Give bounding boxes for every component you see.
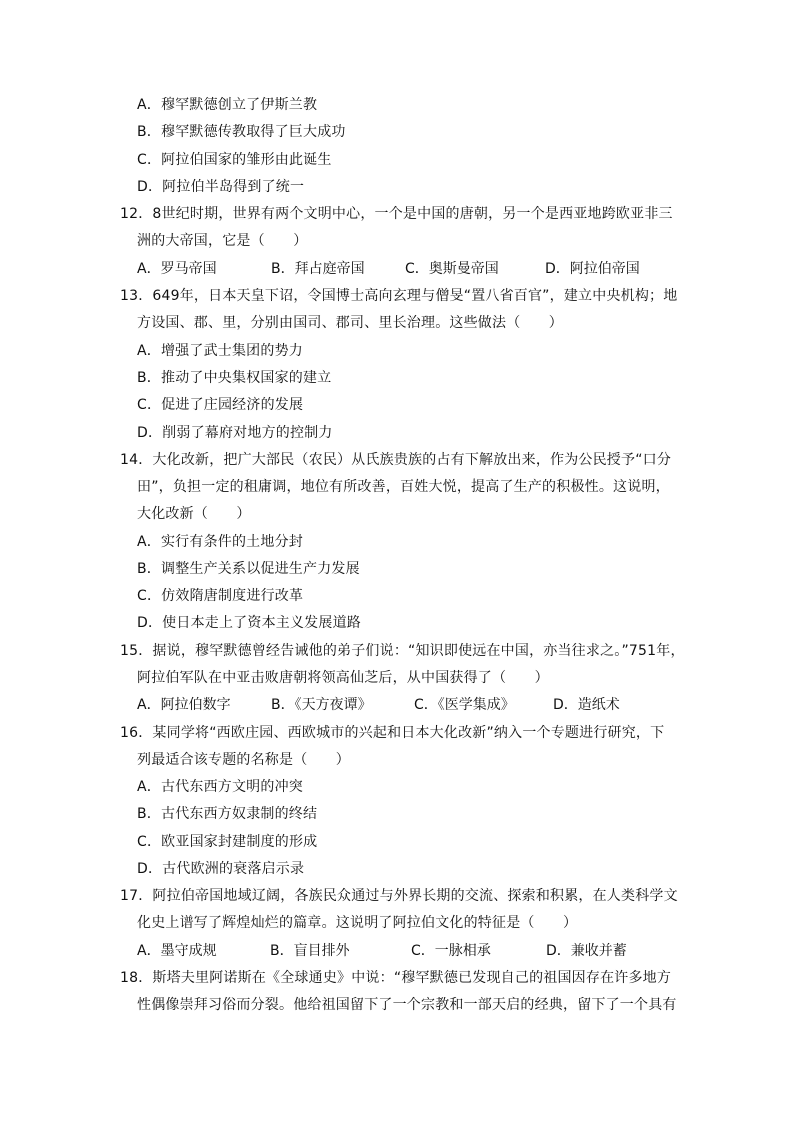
q14-stem-line1: 14．大化改新，把广大部民（农民）从氏族贵族的占有下解放出来，作为公民授予“口分: [120, 452, 672, 468]
q14-option-a: A．实行有条件的土地分封: [137, 534, 303, 550]
q12-stem-line2: 洲的大帝国，它是（ ）: [137, 233, 308, 249]
q14-stem-line3: 大化改新（ ）: [137, 506, 251, 522]
q17-option-c: C．一脉相承: [411, 943, 491, 959]
q17-stem-line1: 17．阿拉伯帝国地域辽阔，各族民众通过与外界长期的交流、探索和积累，在人类科学文: [120, 888, 678, 904]
q18-stem-line1: 18．斯塔夫里阿诺斯在《全球通史》中说：“穆罕默德已发现自己的祖国因存在许多地方: [120, 970, 672, 986]
q13-stem-line2: 方设国、郡、里，分别由国司、郡司、里长治理。这些做法（ ）: [137, 315, 563, 331]
q13-option-b: B．推动了中央集权国家的建立: [137, 370, 332, 386]
q16-option-d: D．古代欧洲的衰落启示录: [137, 861, 305, 877]
q16-option-c: C．欧亚国家封建制度的形成: [137, 834, 318, 850]
q17-option-b: B．盲目排外: [270, 943, 350, 959]
q14-stem-line2: 田”，负担一定的租庸调，地位有所改善，百姓大悦，提高了生产的积极性。这说明，: [137, 479, 670, 495]
q18-stem-line2: 性偶像崇拜习俗而分裂。他给祖国留下了一个宗教和一部天启的经典，留下了一个具有: [137, 997, 677, 1013]
q13-stem-line1: 13．649年，日本天皇下诏，令国博士高向玄理与僧旻“置八省百官”，建立中央机构；地: [120, 288, 678, 304]
q16-stem-line2: 列最适合该专题的名称是（ ）: [137, 752, 350, 768]
q12-option-d: D．阿拉伯帝国: [545, 261, 640, 277]
q12-options-row: [137, 260, 640, 278]
q15-option-d: D．造纸术: [553, 697, 620, 713]
q17-options-row: [137, 942, 627, 960]
q17-option-a: A．墨守成规: [137, 943, 217, 959]
q14-option-c: C．仿效隋唐制度进行改革: [137, 588, 304, 604]
q17-option-d: D．兼收并蓄: [546, 943, 627, 959]
q15-options-row: [137, 696, 620, 714]
q15-option-a: A．阿拉伯数字: [137, 697, 231, 713]
q12-option-b: B．拜占庭帝国: [271, 261, 365, 277]
q11-option-a: A．穆罕默德创立了伊斯兰教: [137, 97, 318, 113]
q15-option-b: B．《天方夜谭》: [271, 697, 372, 713]
q15-option-c: C．《医学集成》: [414, 697, 515, 713]
q13-option-a: A．增强了武士集团的势力: [137, 343, 303, 359]
q12-stem-line1: 12．8世纪时期，世界有两个文明中心，一个是中国的唐朝，另一个是西亚地跨欧亚非三: [120, 206, 673, 222]
q11-option-b: B．穆罕默德传教取得了巨大成功: [137, 124, 346, 140]
q17-stem-line2: 化史上谱写了辉煌灿烂的篇章。这说明了阿拉伯文化的特征是（ ）: [137, 915, 578, 931]
q13-option-c: C．促进了庄园经济的发展: [137, 397, 304, 413]
q16-option-a: A．古代东西方文明的冲突: [137, 779, 303, 795]
q15-stem-line2: 阿拉伯军队在中亚击败唐朝将领高仙芝后，从中国获得了（ ）: [137, 670, 549, 686]
q13-option-d: D．削弱了幕府对地方的控制力: [137, 425, 333, 441]
q14-option-d: D．使日本走上了资本主义发展道路: [137, 615, 361, 631]
q11-option-c: C．阿拉伯国家的雏形由此诞生: [137, 152, 332, 168]
q16-stem-line1: 16．某同学将“西欧庄园、西欧城市的兴起和日本大化改新”纳入一个专题进行研究，下: [120, 725, 665, 741]
q11-option-d: D．阿拉伯半岛得到了统一: [137, 179, 305, 195]
q14-option-b: B．调整生产关系以促进生产力发展: [137, 561, 360, 577]
q15-stem-line1: 15．据说，穆罕默德曾经告诫他的弟子们说：“知识即使远在中国，亦当往求之。”751年，: [120, 643, 685, 659]
q16-option-b: B．古代东西方奴隶制的终结: [137, 806, 318, 822]
q12-option-c: C．奥斯曼帝国: [405, 261, 499, 277]
q12-option-a: A．罗马帝国: [137, 261, 217, 277]
